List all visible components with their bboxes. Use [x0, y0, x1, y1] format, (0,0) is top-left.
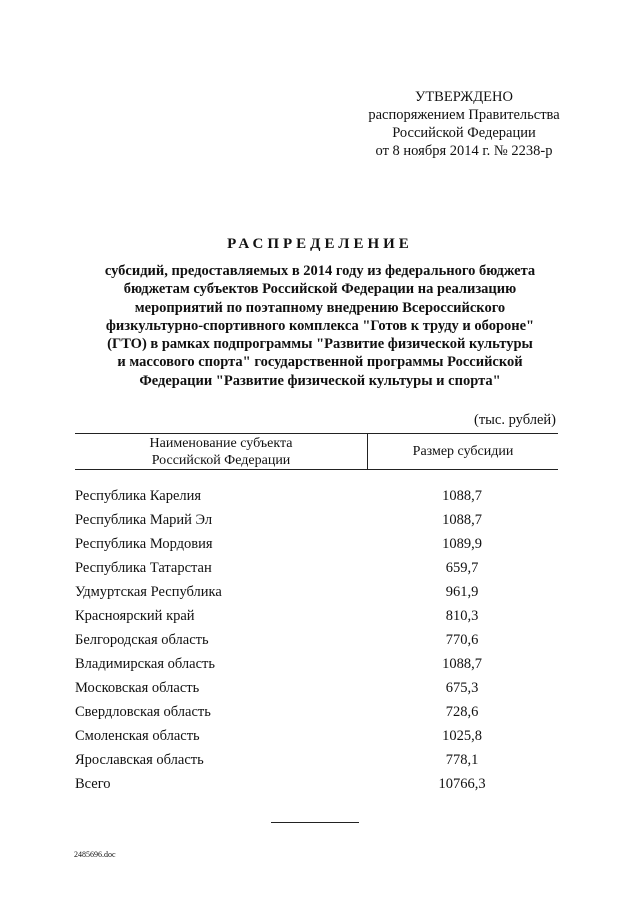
region-name: Республика Карелия: [75, 487, 202, 504]
subsidy-value: 675,3: [445, 679, 479, 696]
table-row: [75, 628, 558, 652]
table-row: [75, 556, 558, 580]
units-note: (тыс. рублей): [474, 412, 556, 428]
column-header-size: Размер субсидии: [412, 443, 514, 459]
subsidy-value: 778,1: [445, 751, 479, 768]
table-header: [75, 433, 558, 470]
column-header-name-line2: Российской Федерации: [151, 452, 291, 468]
table-row: [75, 652, 558, 676]
subtitle-line: субсидий, предоставляемых в 2014 году из федерального бюджета: [104, 263, 536, 279]
file-reference: 2485696.doc: [74, 850, 116, 859]
end-divider: [271, 822, 359, 823]
region-name: Белгородская область: [75, 631, 209, 648]
subsidy-value: 961,9: [445, 583, 479, 600]
region-name: Владимирская область: [75, 655, 215, 672]
approval-line: распоряжением Правительства: [368, 107, 560, 123]
table-row: [75, 508, 558, 532]
subtitle-line: Федерации "Развитие физической культуры и спорта": [139, 372, 501, 389]
region-name: Республика Марий Эл: [75, 511, 213, 528]
region-name: Московская область: [75, 679, 200, 696]
subsidy-value: 1088,7: [442, 655, 482, 672]
subtitle-line: и массового спорта" государственной программы Российской: [117, 354, 523, 371]
approval-date-line: от 8 ноября 2014 г. № 2238-р: [375, 143, 553, 159]
table-body: [75, 484, 558, 796]
table-row: [75, 484, 558, 508]
column-header-name-line1: Наименование субъекта: [149, 435, 293, 451]
approval-block: [330, 88, 598, 160]
table-row: [75, 532, 558, 556]
subtitle-line: (ГТО) в рамках подпрограммы "Развитие физической культуры: [107, 336, 533, 353]
region-name: Республика Татарстан: [75, 559, 212, 576]
approval-line: Российской Федерации: [392, 125, 536, 141]
subsidy-value: 659,7: [445, 559, 479, 576]
table-row: [75, 580, 558, 604]
total-row: [75, 772, 558, 796]
subsidy-value: 1088,7: [442, 487, 482, 504]
approval-stamp: УТВЕРЖДЕНО: [415, 89, 513, 105]
region-name: Свердловская область: [75, 703, 211, 720]
subsidy-value: 770,6: [445, 631, 479, 648]
region-name: Удмуртская Республика: [75, 583, 222, 600]
table-row: [75, 676, 558, 700]
subsidy-value: 1088,7: [442, 511, 482, 528]
subtitle-line: бюджетам субъектов Российской Федерации на реализацию: [123, 281, 517, 298]
table-row: [75, 724, 558, 748]
subtitle-line: физкультурно-спортивного комплекса "Готов к труду и обороне": [105, 317, 535, 334]
table-row: [75, 700, 558, 724]
subsidy-value: 810,3: [445, 607, 479, 624]
table-row: [75, 604, 558, 628]
subsidy-value: 1025,8: [442, 727, 482, 744]
region-name: Смоленская область: [75, 727, 200, 744]
total-label: Всего: [75, 775, 111, 792]
region-name: Ярославская область: [75, 751, 204, 768]
region-name: Республика Мордовия: [75, 535, 213, 552]
region-name: Красноярский край: [75, 607, 195, 624]
table-row: [75, 748, 558, 772]
subtitle-line: мероприятий по поэтапному внедрению Всероссийского: [134, 299, 506, 316]
total-value: 10766,3: [438, 775, 486, 792]
document-title: РАСПРЕДЕЛЕНИЕ: [227, 236, 413, 252]
column-header-name: [75, 434, 368, 469]
subsidy-value: 1089,9: [442, 535, 482, 552]
document-subtitle: [84, 262, 556, 390]
subsidy-value: 728,6: [445, 703, 479, 720]
